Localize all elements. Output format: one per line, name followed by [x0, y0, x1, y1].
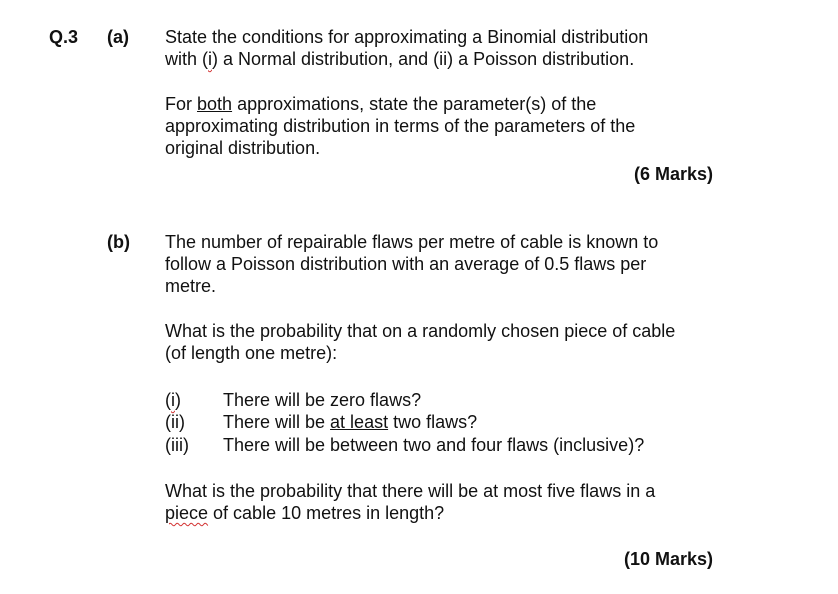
part-a-label: (a)	[107, 27, 129, 47]
sub-item-iii-label: (iii)	[165, 435, 189, 455]
spellcheck-flag: piece	[165, 503, 209, 523]
question-number: Q.3	[49, 27, 79, 47]
text-line: State the conditions for approximating a Binomial distribution	[165, 27, 649, 47]
part-b-marks: (10 Marks)	[623, 549, 713, 569]
part-a-marks: (6 Marks)	[633, 164, 713, 184]
text-line: What is the probability that there will be at most five flaws in a	[165, 481, 656, 501]
text-line: follow a Poisson distribution with an average of 0.5 flaws per	[165, 254, 647, 274]
text-line: For both approximations, state the parameter(s) of the	[165, 94, 597, 114]
sub-item-ii-text: There will be at least two flaws?	[223, 412, 478, 432]
text-line: with (i) a Normal distribution, and (ii) a Poisson distribution.	[165, 49, 635, 69]
part-b-question-paragraph	[165, 320, 675, 364]
part-b-ten-metre-paragraph	[165, 480, 655, 524]
spellcheck-flag: i	[171, 390, 175, 410]
text-line: What is the probability that on a randomly chosen piece of cable	[165, 321, 676, 341]
text-line: piece of cable 10 metres in length?	[165, 503, 445, 523]
sub-item-i-text: There will be zero flaws?	[223, 390, 422, 410]
part-a-parameters-paragraph	[165, 93, 635, 159]
part-b-label: (b)	[107, 232, 130, 252]
text-line: metre.	[165, 276, 217, 296]
text-line: approximating distribution in terms of the parameters of the	[165, 116, 636, 136]
part-b-intro-paragraph	[165, 231, 658, 297]
text-line: The number of repairable flaws per metre of cable is known to	[165, 232, 659, 252]
underlined-phrase: at least	[330, 412, 389, 432]
sub-item-i-label: (i)	[165, 390, 181, 410]
spellcheck-flag: i	[208, 49, 213, 69]
text-line: original distribution.	[165, 138, 321, 158]
underlined-word: both	[197, 94, 233, 114]
sub-item-ii-label: (ii)	[165, 412, 185, 432]
part-a-conditions-paragraph	[165, 26, 648, 70]
text-line: (of length one metre):	[165, 343, 338, 363]
sub-item-iii-text: There will be between two and four flaws (inclusive)?	[223, 435, 645, 455]
